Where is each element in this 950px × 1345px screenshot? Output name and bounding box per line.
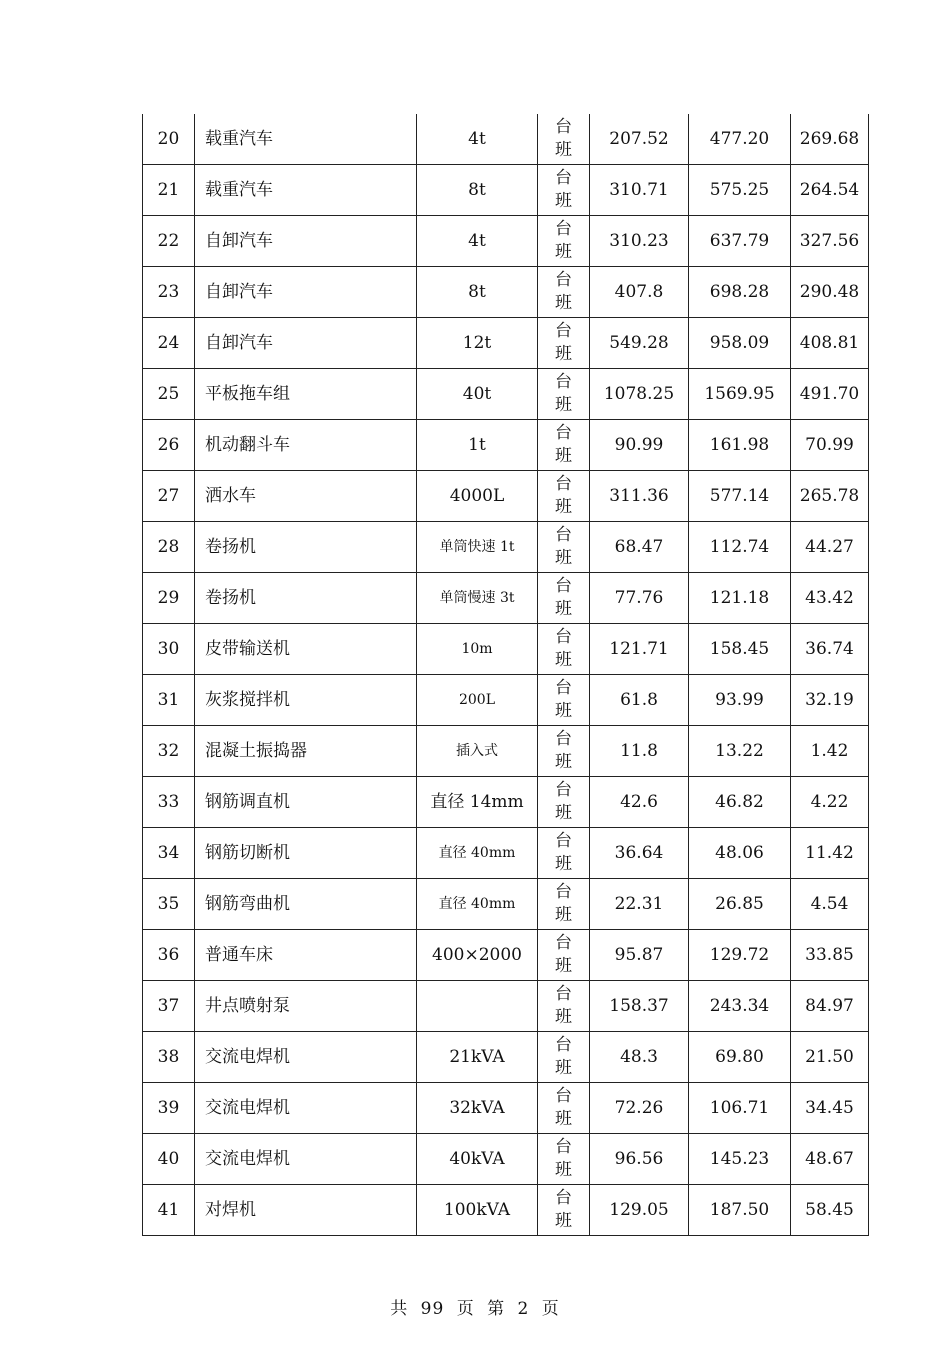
unit-char: 台	[555, 1086, 572, 1107]
unit-char: 台	[555, 372, 572, 393]
unit-char: 台	[555, 168, 572, 189]
table-row	[143, 879, 869, 930]
cell-name: 洒水车	[195, 471, 417, 522]
cell-spec: 200L	[417, 675, 538, 726]
cell-spec: 插入式	[417, 726, 538, 777]
cell-value-1: 549.28	[590, 318, 689, 369]
table-row	[143, 471, 869, 522]
cell-spec: 40kVA	[417, 1134, 538, 1185]
cell-value-1: 207.52	[590, 114, 689, 165]
unit-char: 班	[555, 191, 572, 211]
unit-char: 台	[555, 525, 572, 546]
cell-name: 载重汽车	[195, 165, 417, 216]
cell-value-1: 90.99	[590, 420, 689, 471]
cell-name: 交流电焊机	[195, 1134, 417, 1185]
cell-value-2: 577.14	[689, 471, 791, 522]
unit-char: 班	[555, 293, 572, 313]
cell-value-2: 13.22	[689, 726, 791, 777]
cell-value-3: 84.97	[791, 981, 869, 1032]
cell-unit	[538, 1134, 590, 1185]
cell-no: 37	[143, 981, 195, 1032]
cell-value-2: 46.82	[689, 777, 791, 828]
cell-unit	[538, 165, 590, 216]
cell-value-3: 264.54	[791, 165, 869, 216]
unit-char: 班	[555, 1007, 572, 1027]
cell-value-2: 106.71	[689, 1083, 791, 1134]
unit-char: 班	[555, 752, 572, 772]
cell-unit	[538, 1185, 590, 1236]
cell-unit	[538, 522, 590, 573]
footer-current-page: 2	[517, 1299, 530, 1319]
table-row	[143, 1134, 869, 1185]
cell-value-2: 93.99	[689, 675, 791, 726]
cell-spec: 1t	[417, 420, 538, 471]
unit-char: 台	[555, 576, 572, 597]
cell-value-1: 42.6	[590, 777, 689, 828]
unit-char: 班	[555, 599, 572, 619]
cell-value-2: 477.20	[689, 114, 791, 165]
cell-value-2: 575.25	[689, 165, 791, 216]
unit-char: 班	[555, 497, 572, 517]
cell-value-3: 58.45	[791, 1185, 869, 1236]
cell-spec: 40t	[417, 369, 538, 420]
table-row	[143, 165, 869, 216]
cell-value-3: 4.22	[791, 777, 869, 828]
cell-value-3: 11.42	[791, 828, 869, 879]
cell-name: 灰浆搅拌机	[195, 675, 417, 726]
cell-value-1: 72.26	[590, 1083, 689, 1134]
cell-value-1: 48.3	[590, 1032, 689, 1083]
cell-spec	[417, 981, 538, 1032]
cell-value-3: 327.56	[791, 216, 869, 267]
unit-char: 台	[555, 423, 572, 444]
cell-name: 对焊机	[195, 1185, 417, 1236]
unit-char: 台	[555, 1035, 572, 1056]
unit-char: 班	[555, 854, 572, 874]
cell-name: 机动翻斗车	[195, 420, 417, 471]
unit-char: 班	[555, 1211, 572, 1231]
unit-char: 班	[555, 140, 572, 160]
cell-value-2: 48.06	[689, 828, 791, 879]
cell-value-2: 187.50	[689, 1185, 791, 1236]
cell-unit	[538, 930, 590, 981]
cell-name: 平板拖车组	[195, 369, 417, 420]
table-row	[143, 573, 869, 624]
unit-char: 台	[555, 219, 572, 240]
footer-total-label: 共	[390, 1299, 409, 1319]
cell-value-1: 311.36	[590, 471, 689, 522]
cell-value-3: 269.68	[791, 114, 869, 165]
cell-value-2: 112.74	[689, 522, 791, 573]
cell-value-1: 95.87	[590, 930, 689, 981]
cell-value-2: 26.85	[689, 879, 791, 930]
unit-char: 班	[555, 956, 572, 976]
cell-unit	[538, 369, 590, 420]
cell-spec: 直径 14mm	[417, 777, 538, 828]
cell-name: 卷扬机	[195, 522, 417, 573]
unit-char: 台	[555, 474, 572, 495]
cell-no: 23	[143, 267, 195, 318]
unit-char: 台	[555, 117, 572, 138]
cell-spec: 400×2000	[417, 930, 538, 981]
unit-char: 班	[555, 650, 572, 670]
table-row	[143, 1185, 869, 1236]
cell-value-3: 34.45	[791, 1083, 869, 1134]
cell-no: 35	[143, 879, 195, 930]
cell-unit	[538, 1032, 590, 1083]
cell-value-3: 21.50	[791, 1032, 869, 1083]
cell-value-3: 36.74	[791, 624, 869, 675]
cell-no: 41	[143, 1185, 195, 1236]
unit-char: 台	[555, 729, 572, 750]
footer-page-word-2: 页	[541, 1299, 560, 1319]
cell-no: 24	[143, 318, 195, 369]
cell-value-1: 68.47	[590, 522, 689, 573]
cell-unit	[538, 1083, 590, 1134]
cell-unit	[538, 471, 590, 522]
footer-current-label: 第	[487, 1299, 506, 1319]
cell-value-1: 61.8	[590, 675, 689, 726]
cell-no: 20	[143, 114, 195, 165]
table-row	[143, 828, 869, 879]
cell-value-2: 1569.95	[689, 369, 791, 420]
table-row	[143, 624, 869, 675]
cell-unit	[538, 216, 590, 267]
cell-value-3: 265.78	[791, 471, 869, 522]
cell-value-2: 161.98	[689, 420, 791, 471]
cell-unit	[538, 420, 590, 471]
cell-no: 25	[143, 369, 195, 420]
machinery-cost-table	[142, 114, 869, 1236]
cell-value-3: 33.85	[791, 930, 869, 981]
cell-spec: 单筒慢速 3t	[417, 573, 538, 624]
unit-char: 班	[555, 548, 572, 568]
cell-value-3: 43.42	[791, 573, 869, 624]
table-row	[143, 216, 869, 267]
table-row	[143, 1032, 869, 1083]
unit-char: 班	[555, 701, 572, 721]
cell-value-1: 1078.25	[590, 369, 689, 420]
cell-name: 交流电焊机	[195, 1032, 417, 1083]
cell-value-1: 129.05	[590, 1185, 689, 1236]
unit-char: 班	[555, 905, 572, 925]
cell-no: 28	[143, 522, 195, 573]
cell-value-1: 310.23	[590, 216, 689, 267]
cell-spec: 32kVA	[417, 1083, 538, 1134]
cell-value-3: 1.42	[791, 726, 869, 777]
cell-name: 井点喷射泵	[195, 981, 417, 1032]
cell-unit	[538, 879, 590, 930]
table-row	[143, 981, 869, 1032]
cell-value-1: 22.31	[590, 879, 689, 930]
cell-no: 31	[143, 675, 195, 726]
unit-char: 台	[555, 321, 572, 342]
cell-no: 26	[143, 420, 195, 471]
cell-spec: 单筒快速 1t	[417, 522, 538, 573]
unit-char: 台	[555, 678, 572, 699]
cell-spec: 直径 40mm	[417, 879, 538, 930]
cell-unit	[538, 318, 590, 369]
cell-value-2: 698.28	[689, 267, 791, 318]
unit-char: 台	[555, 270, 572, 291]
cell-spec: 8t	[417, 165, 538, 216]
cell-unit	[538, 573, 590, 624]
table-row	[143, 318, 869, 369]
cell-unit	[538, 675, 590, 726]
cell-unit	[538, 624, 590, 675]
cell-name: 自卸汽车	[195, 216, 417, 267]
unit-char: 台	[555, 780, 572, 801]
cell-no: 29	[143, 573, 195, 624]
unit-char: 台	[555, 1188, 572, 1209]
table-row	[143, 726, 869, 777]
unit-char: 台	[555, 627, 572, 648]
cell-name: 载重汽车	[195, 114, 417, 165]
cell-name: 自卸汽车	[195, 267, 417, 318]
cell-no: 38	[143, 1032, 195, 1083]
cell-spec: 4t	[417, 114, 538, 165]
cell-no: 21	[143, 165, 195, 216]
cell-name: 皮带输送机	[195, 624, 417, 675]
cell-value-2: 69.80	[689, 1032, 791, 1083]
unit-char: 班	[555, 1109, 572, 1129]
cell-value-3: 290.48	[791, 267, 869, 318]
cell-value-2: 637.79	[689, 216, 791, 267]
footer-total-pages: 99	[420, 1299, 445, 1319]
cell-value-1: 158.37	[590, 981, 689, 1032]
table-row	[143, 675, 869, 726]
unit-char: 班	[555, 242, 572, 262]
cell-no: 34	[143, 828, 195, 879]
cell-name: 钢筋弯曲机	[195, 879, 417, 930]
cell-value-2: 158.45	[689, 624, 791, 675]
cell-no: 30	[143, 624, 195, 675]
cell-value-3: 70.99	[791, 420, 869, 471]
cell-no: 36	[143, 930, 195, 981]
unit-char: 台	[555, 933, 572, 954]
cell-value-1: 36.64	[590, 828, 689, 879]
cell-name: 钢筋切断机	[195, 828, 417, 879]
cell-unit	[538, 981, 590, 1032]
cell-value-1: 96.56	[590, 1134, 689, 1185]
cell-spec: 10m	[417, 624, 538, 675]
table-row	[143, 420, 869, 471]
cell-unit	[538, 726, 590, 777]
unit-char: 台	[555, 882, 572, 903]
cell-value-2: 958.09	[689, 318, 791, 369]
cell-spec: 12t	[417, 318, 538, 369]
cell-unit	[538, 114, 590, 165]
cell-no: 40	[143, 1134, 195, 1185]
cell-name: 交流电焊机	[195, 1083, 417, 1134]
cell-name: 自卸汽车	[195, 318, 417, 369]
cell-value-2: 121.18	[689, 573, 791, 624]
cell-spec: 21kVA	[417, 1032, 538, 1083]
footer-page-word: 页	[456, 1299, 475, 1319]
cell-no: 33	[143, 777, 195, 828]
cell-no: 32	[143, 726, 195, 777]
cell-value-1: 121.71	[590, 624, 689, 675]
unit-char: 班	[555, 344, 572, 364]
table-row	[143, 777, 869, 828]
cell-value-3: 32.19	[791, 675, 869, 726]
unit-char: 台	[555, 1137, 572, 1158]
table-row	[143, 267, 869, 318]
unit-char: 班	[555, 1058, 572, 1078]
table-row	[143, 369, 869, 420]
cell-value-3: 4.54	[791, 879, 869, 930]
unit-char: 班	[555, 803, 572, 823]
cell-no: 39	[143, 1083, 195, 1134]
unit-char: 班	[555, 446, 572, 466]
cell-spec: 4t	[417, 216, 538, 267]
cell-spec: 4000L	[417, 471, 538, 522]
cell-value-2: 145.23	[689, 1134, 791, 1185]
cell-value-3: 491.70	[791, 369, 869, 420]
cell-value-3: 48.67	[791, 1134, 869, 1185]
unit-char: 台	[555, 984, 572, 1005]
cell-value-2: 129.72	[689, 930, 791, 981]
cell-value-1: 310.71	[590, 165, 689, 216]
cell-spec: 8t	[417, 267, 538, 318]
unit-char: 台	[555, 831, 572, 852]
table-row	[143, 114, 869, 165]
table-row	[143, 930, 869, 981]
cell-value-3: 408.81	[791, 318, 869, 369]
cell-spec: 直径 40mm	[417, 828, 538, 879]
cell-unit	[538, 777, 590, 828]
table-body	[143, 114, 869, 1236]
cell-name: 混凝土振捣器	[195, 726, 417, 777]
cell-value-1: 77.76	[590, 573, 689, 624]
cell-name: 普通车床	[195, 930, 417, 981]
page-footer	[0, 1294, 950, 1319]
cell-name: 卷扬机	[195, 573, 417, 624]
cell-name: 钢筋调直机	[195, 777, 417, 828]
unit-char: 班	[555, 395, 572, 415]
cell-no: 22	[143, 216, 195, 267]
cell-value-2: 243.34	[689, 981, 791, 1032]
cell-value-1: 11.8	[590, 726, 689, 777]
cell-spec: 100kVA	[417, 1185, 538, 1236]
table-row	[143, 1083, 869, 1134]
cell-unit	[538, 267, 590, 318]
unit-char: 班	[555, 1160, 572, 1180]
cell-value-3: 44.27	[791, 522, 869, 573]
table-row	[143, 522, 869, 573]
cell-unit	[538, 828, 590, 879]
cell-no: 27	[143, 471, 195, 522]
cell-value-1: 407.8	[590, 267, 689, 318]
